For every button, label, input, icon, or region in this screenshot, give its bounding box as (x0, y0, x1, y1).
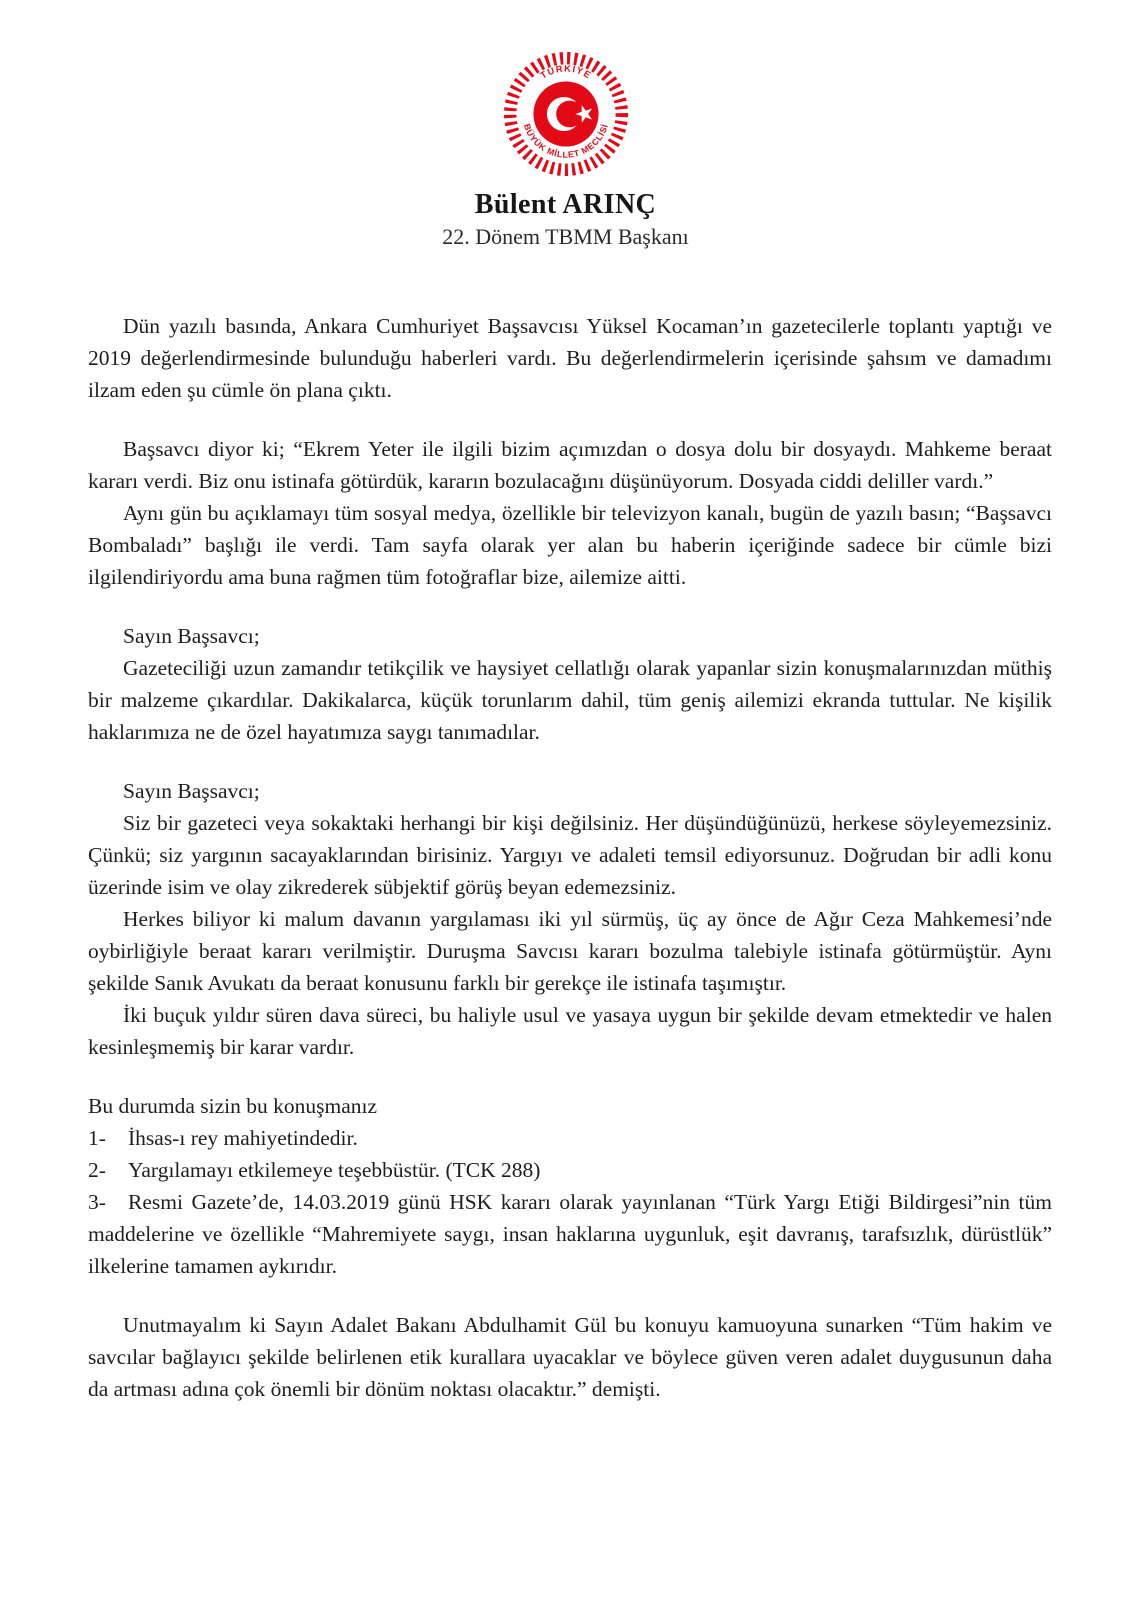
paragraph-7: İki buçuk yıldır süren dava süreci, bu haliyle usul ve yasaya uygun bir şekilde devam etmektedir ve halen kesinleşmemiş bir karar vardır. (88, 1003, 1052, 1059)
letter-body (88, 310, 1052, 1405)
emblem-top-text: TÜRKİYE (538, 63, 593, 81)
svg-text:TÜRKİYE (538, 63, 593, 80)
item-text: Resmi Gazete’de, 14.03.2019 günü HSK kararı olarak yayınlanan “Türk Yargı Etiği Bildirgesi”nin tüm maddelerine ve özellikle “Mahremiyete saygı, insan haklarına uygunluk, eşit davranış, tarafsızlık, dürüstlük” ilkelerine tamamen aykırıdır. (88, 1190, 1052, 1278)
numbered-item-2 (88, 1154, 1052, 1186)
paragraph-3: Aynı gün bu açıklamayı tüm sosyal medya, özellikle bir televizyon kanalı, bugün de yazılı basın; “Başsavcı Bombaladı” başlığı ile verdi. Tam sayfa olarak yer alan bu haberin içeriğinde sadece bir cümle bizi ilgilendiriyordu ama buna rağmen tüm fotoğraflar bize, ailemize aitti. (88, 501, 1052, 589)
salutation-2: Sayın Başsavcı; (123, 779, 260, 803)
item-marker: 2- (88, 1158, 106, 1182)
item-marker: 3- (88, 1190, 106, 1214)
author-name: Bülent ARINÇ (474, 189, 657, 220)
paragraph-1: Dün yazılı basında, Ankara Cumhuriyet Başsavcısı Yüksel Kocaman’ın gazetecilerle toplantı yaptığı ve 2019 değerlendirmesinde bulunduğu haberleri vardı. Bu değerlendirmelerin içerisinde şahsım ve damadımı ilzam eden şu cümle ön plana çıktı. (88, 314, 1052, 402)
numbered-item-3 (88, 1186, 1052, 1282)
numbered-item-1 (88, 1122, 1052, 1154)
letterhead (0, 0, 1131, 250)
closing-paragraph: Unutmayalım ki Sayın Adalet Bakanı Abdulhamit Gül bu konuyu kamuoyuna sunarken “Tüm hakim ve savcılar bağlayıcı şekilde belirlenen etik kurallara uyacaklar ve böylece güven veren adalet duygusunun daha da artması adına çok önemli bir dönüm noktası olacaktır.” demişti. (88, 1313, 1052, 1401)
item-text: İhsas-ı rey mahiyetindedir. (128, 1126, 358, 1150)
tbmm-emblem (504, 52, 628, 176)
author-title: 22. Dönem TBMM Başkanı (442, 224, 689, 249)
item-text: Yargılamayı etkilemeye teşebbüstür. (TCK 288) (128, 1158, 541, 1182)
statement-lead: Bu durumda sizin bu konuşmanız (88, 1094, 378, 1118)
paragraph-2: Başsavcı diyor ki; “Ekrem Yeter ile ilgili bizim açımızdan o dosya dolu bir dosyaydı. Mahkeme beraat kararı verdi. Biz onu istinafa götürdük, kararın bozulacağını düşünüyorum. Dosyada ciddi deliller vardı.” (88, 437, 1052, 493)
paragraph-4: Gazeteciliği uzun zamandır tetikçilik ve haysiyet cellatlığı olarak yapanlar sizin konuşmalarınızdan müthiş bir malzeme çıkardılar. Dakikalarca, küçük torunlarım dahil, tüm geniş ailemizi ekranda tuttular. Ne kişilik haklarımıza ne de özel hayatımıza saygı tanımadılar. (88, 656, 1052, 744)
emblem-bottom-text: BÜYÜK MİLLET MECLİSİ (521, 122, 610, 160)
paragraph-6: Herkes biliyor ki malum davanın yargılaması iki yıl sürmüş, üç ay önce de Ağır Ceza Mahkemesi’nde oybirliğiyle beraat kararı verilmiştir. Duruşma Savcısı kararı bozulma talebiyle istinafa götürmüştür. Aynı şekilde Sanık Avukatı da beraat konusunu farklı bir gerekçe ile istinafa taşımıştır. (88, 907, 1052, 995)
item-marker: 1- (88, 1126, 106, 1150)
salutation-1: Sayın Başsavcı; (123, 624, 260, 648)
paragraph-5: Siz bir gazeteci veya sokaktaki herhangi bir kişi değilsiniz. Her düşündüğünüzü, herkese söyleyemezsiniz. Çünkü; siz yargının sacayaklarından birisiniz. Yargıyı ve adaleti temsil ediyorsunuz. Doğrudan bir adli konu üzerinde isim ve olay zikrederek sübjektif görüş beyan edemezsiniz. (88, 811, 1052, 899)
